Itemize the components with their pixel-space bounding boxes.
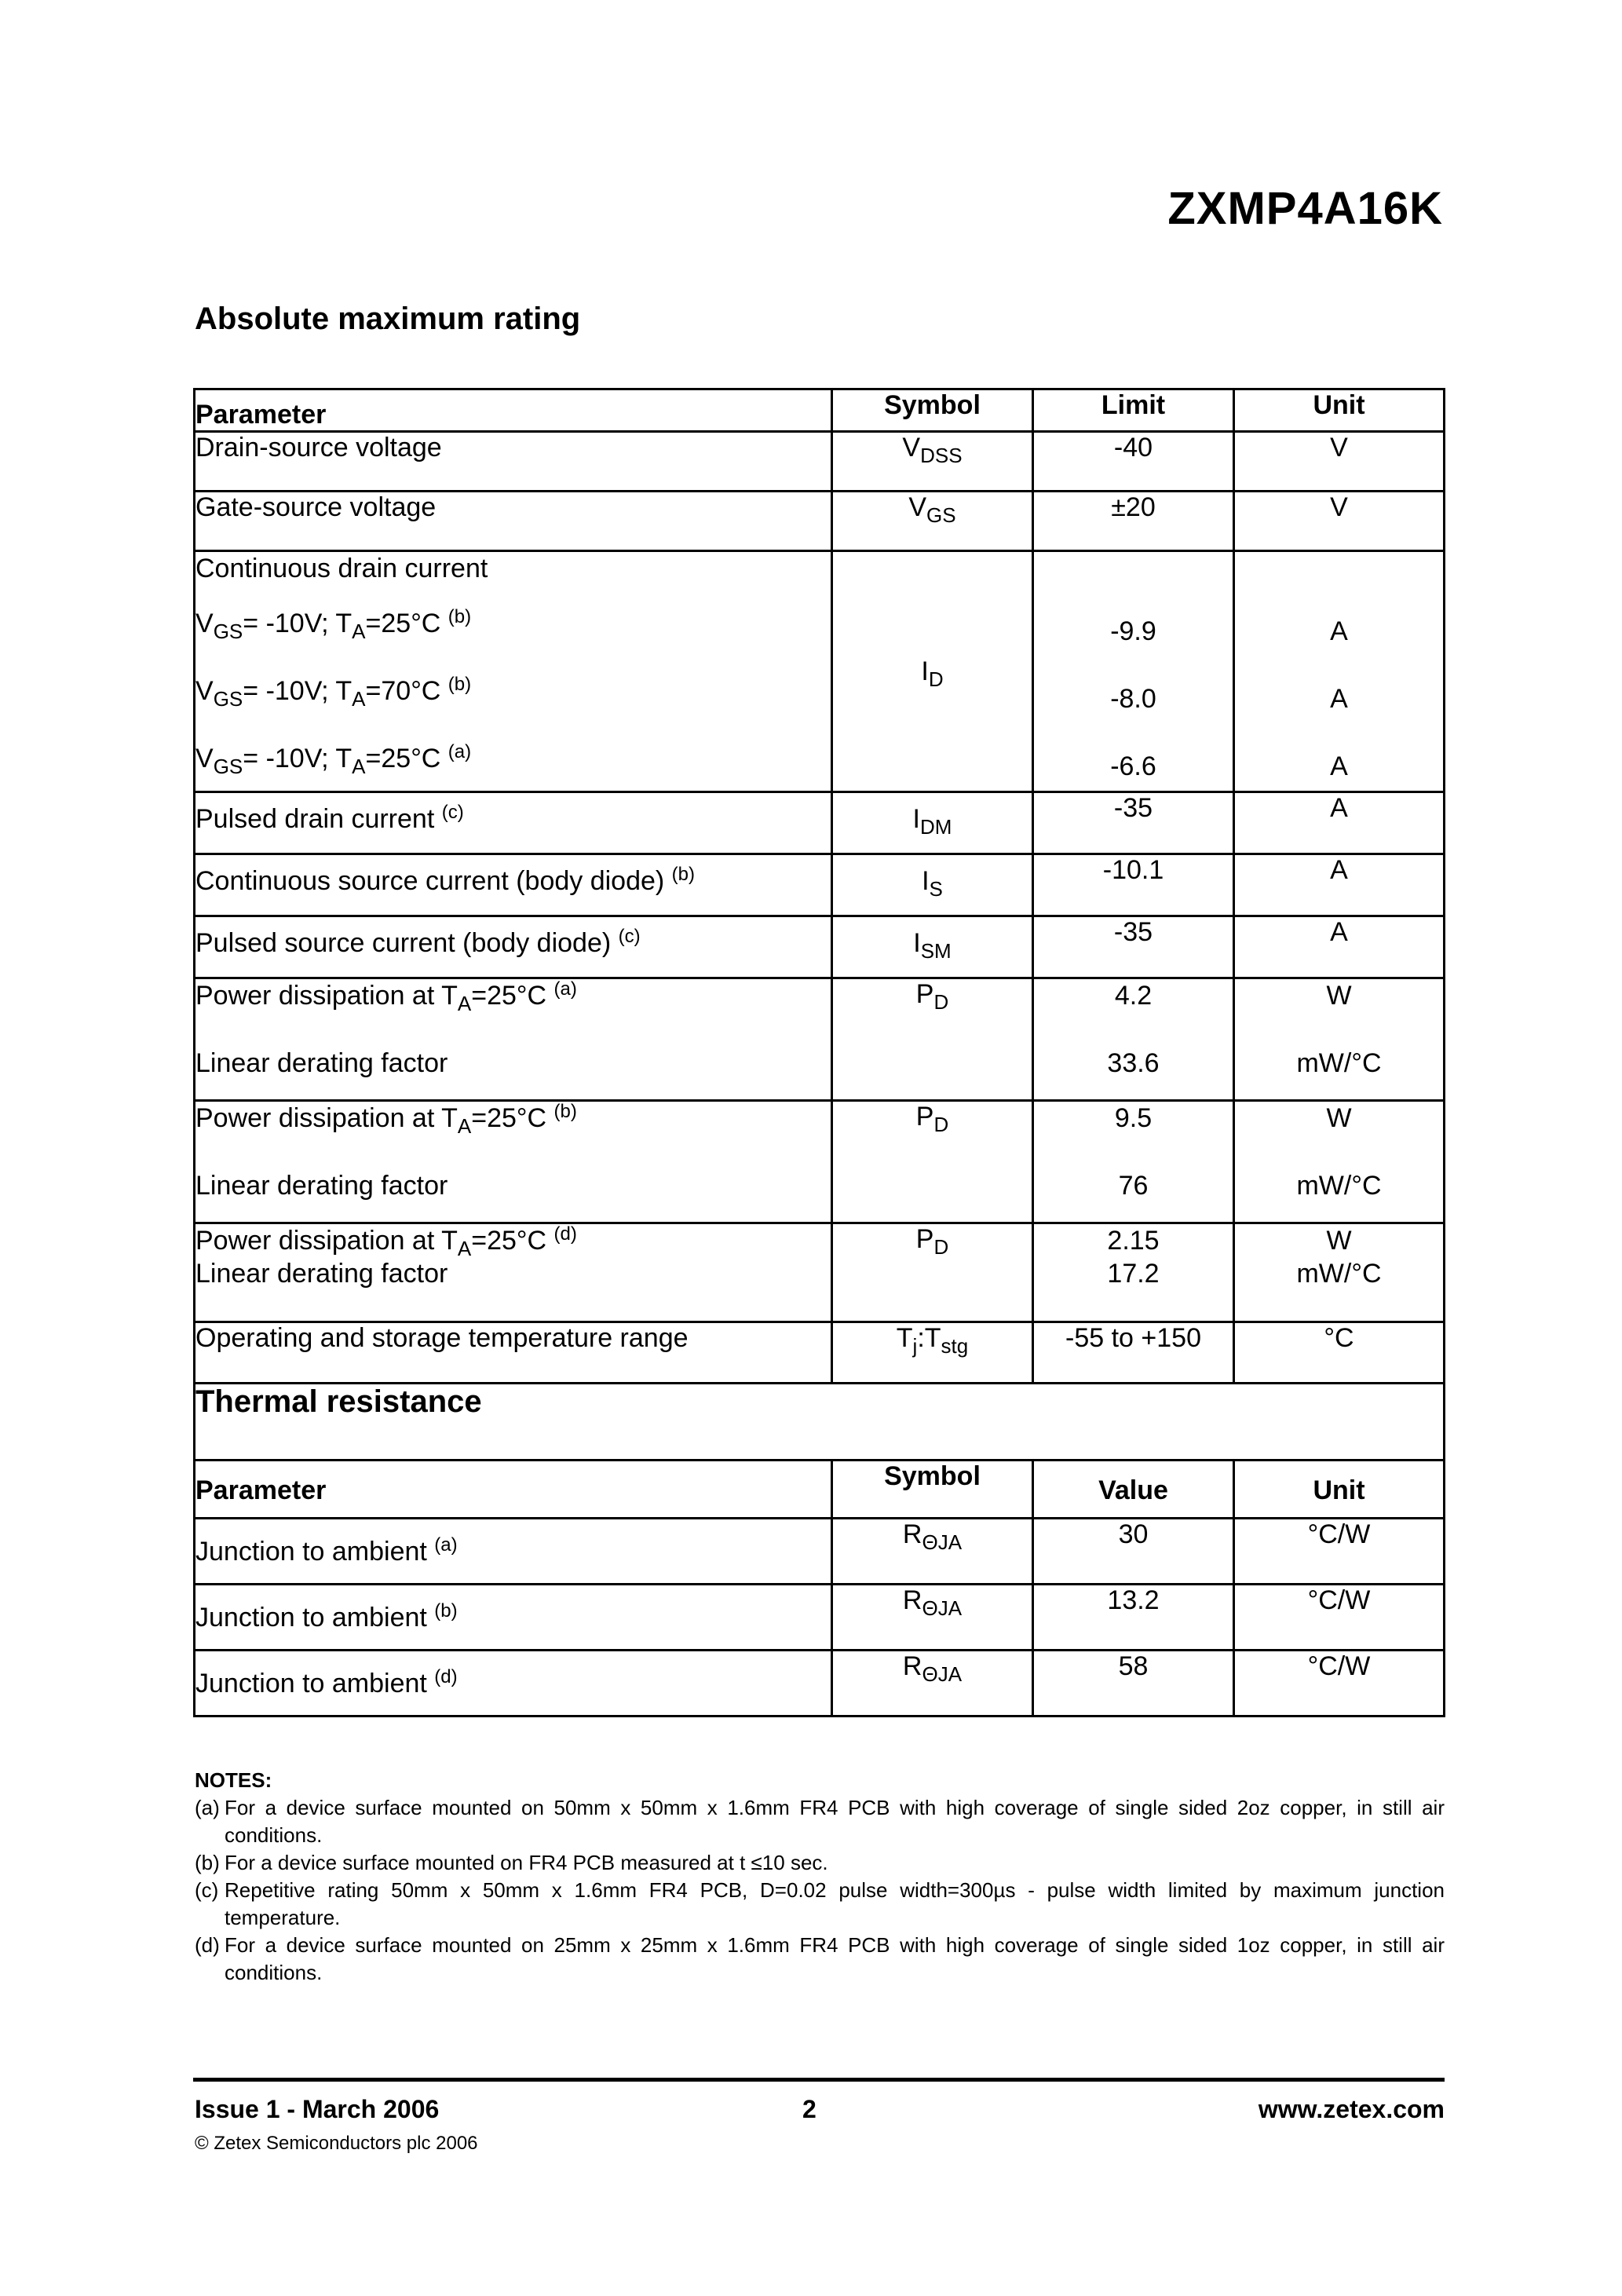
limit-cell: 4.2 33.6 (1033, 978, 1234, 1101)
table-row-power-dissipation-b (195, 1101, 1445, 1223)
limit-cell: -35 (1033, 916, 1234, 978)
thermal-header-symbol: Symbol (832, 1461, 1033, 1519)
table-row-vdss (195, 432, 1445, 492)
param-cell: Gate-source voltage (195, 492, 832, 551)
limit-cell: -40 (1033, 432, 1234, 492)
value-cell: 13.2 (1033, 1585, 1234, 1651)
footer-divider (193, 2078, 1445, 2082)
unit-cell: °C/W (1234, 1585, 1445, 1651)
limit-cell: -35 (1033, 792, 1234, 854)
symbol-cell: $I_{DM}$ (832, 792, 1033, 854)
unit-cell: A (1234, 792, 1445, 854)
thermal-header-unit: Unit (1234, 1461, 1445, 1519)
param-cell: Junction to ambient $^{(b)}$ (195, 1585, 832, 1651)
unit-cell: V (1234, 432, 1445, 492)
absolute-maximum-rating-table (193, 388, 1445, 1717)
symbol-cell: $V_{DSS}$ (832, 432, 1033, 492)
limit-cell: -10.1 (1033, 854, 1234, 916)
value-cell: 58 (1033, 1651, 1234, 1717)
header-unit: Unit (1234, 389, 1445, 432)
table-row-continuous-drain-current (195, 551, 1445, 792)
table-row-temperature-range (195, 1322, 1445, 1384)
table-row-power-dissipation-d (195, 1223, 1445, 1322)
param-cell: Power dissipation at $T_A=25^\circ C$ $^{(a)}$ Linear derating factor (195, 978, 832, 1101)
limit-cell: -9.9 -8.0 -6.6 (1033, 551, 1234, 792)
symbol-cell: $R_{\Theta JA}$ (832, 1585, 1033, 1651)
header-symbol: Symbol (832, 389, 1033, 432)
param-cell: Power dissipation at $T_A=25^\circ C$ $^{(b)}$ Linear derating factor (195, 1101, 832, 1223)
unit-cell: °C (1234, 1322, 1445, 1384)
param-cell: Operating and storage temperature range (195, 1322, 832, 1384)
symbol-cell: $R_{\Theta JA}$ (832, 1651, 1033, 1717)
param-cell: Continuous drain current $V_{GS}= -10V$; $T_A=25^\circ C$ $^{(b)}$ $V_{GS}= -10V$; $T_A=70^\circ C$ $^{(b)}$ $V_{GS}= -10V$; $T_A=25^\circ C$ $^{(a)}$ (195, 551, 832, 792)
symbol-cell: $P_D$ (832, 978, 1033, 1101)
table-row-ism (195, 916, 1445, 978)
section-title: Absolute maximum rating (195, 302, 581, 336)
unit-cell: °C/W (1234, 1519, 1445, 1585)
footer-issue: Issue 1 - March 2006 (195, 2095, 440, 2123)
thermal-header-row (195, 1461, 1445, 1519)
unit-cell: W mW/°C (1234, 978, 1445, 1101)
table-row-is (195, 854, 1445, 916)
limit-cell: -55 to +150 (1033, 1322, 1234, 1384)
symbol-cell: $P_D$ (832, 1101, 1033, 1223)
note-item: (d) For a device surface mounted on 25mm x 25mm x 1.6mm FR4 PCB with high coverage of single sided 1oz copper, in still air conditions. (195, 1933, 1445, 1984)
thermal-resistance-title-row (195, 1384, 1445, 1461)
thermal-row (195, 1519, 1445, 1585)
value-cell: 30 (1033, 1519, 1234, 1585)
table-row-idm (195, 792, 1445, 854)
thermal-header-value: Value (1033, 1461, 1234, 1519)
note-item: (c) Repetitive rating 50mm x 50mm x 1.6mm FR4 PCB, D=0.02 pulse width=300µs - pulse width limited by maximum junction temperature. (195, 1878, 1445, 1929)
part-number-title: ZXMP4A16K (1167, 183, 1443, 234)
note-item: (a) For a device surface mounted on 50mm x 50mm x 1.6mm FR4 PCB with high coverage of single sided 2oz copper, in still air conditions. (195, 1796, 1445, 1847)
unit-cell: V (1234, 492, 1445, 551)
header-limit: Limit (1033, 389, 1234, 432)
limit-cell: 9.5 76 (1033, 1101, 1234, 1223)
notes-title: NOTES: (195, 1768, 272, 1792)
thermal-header-parameter: Parameter (195, 1461, 832, 1519)
table-header-row (195, 389, 1445, 432)
unit-cell: W mW/°C (1234, 1223, 1445, 1322)
param-cell: Junction to ambient $^{(d)}$ (195, 1651, 832, 1717)
param-cell: Continuous source current (body diode) $^{(b)}$ (195, 854, 832, 916)
unit-cell: W mW/°C (1234, 1101, 1445, 1223)
unit-cell: A A A (1234, 551, 1445, 792)
param-cell: Pulsed drain current $^{(c)}$ (195, 792, 832, 854)
symbol-cell: $I_{SM}$ (832, 916, 1033, 978)
symbol-cell: $V_{GS}$ (832, 492, 1033, 551)
limit-cell: ±20 (1033, 492, 1234, 551)
footer-copyright: © Zetex Semiconductors plc 2006 (195, 2133, 478, 2154)
param-cell: Pulsed source current (body diode) $^{(c)}$ (195, 916, 832, 978)
thermal-row (195, 1651, 1445, 1717)
thermal-resistance-title: Thermal resistance (195, 1384, 1445, 1461)
unit-cell: °C/W (1234, 1651, 1445, 1717)
param-cell: Power dissipation at $T_A=25^\circ C$ $^{(d)}$ Linear derating factor (195, 1223, 832, 1322)
header-parameter: Parameter (195, 389, 832, 432)
page-number: 2 (802, 2095, 816, 2123)
thermal-row (195, 1585, 1445, 1651)
footer-website-link[interactable]: www.zetex.com (1258, 2095, 1445, 2123)
symbol-cell: $R_{\Theta JA}$ (832, 1519, 1033, 1585)
symbol-cell: $P_D$ (832, 1223, 1033, 1322)
param-cell: Drain-source voltage (195, 432, 832, 492)
table-row-vgs (195, 492, 1445, 551)
unit-cell: A (1234, 854, 1445, 916)
param-cell: Junction to ambient $^{(a)}$ (195, 1519, 832, 1585)
table-row-power-dissipation-a (195, 978, 1445, 1101)
limit-cell: 2.15 17.2 (1033, 1223, 1234, 1322)
symbol-cell: $T_j:T_{stg}$ (832, 1322, 1033, 1384)
symbol-cell: $I_D$ (832, 551, 1033, 792)
symbol-cell: $I_S$ (832, 854, 1033, 916)
note-item: (b) For a device surface mounted on FR4 PCB measured at t ≤10 sec. (195, 1851, 828, 1874)
unit-cell: A (1234, 916, 1445, 978)
notes-section (195, 1767, 1445, 1987)
